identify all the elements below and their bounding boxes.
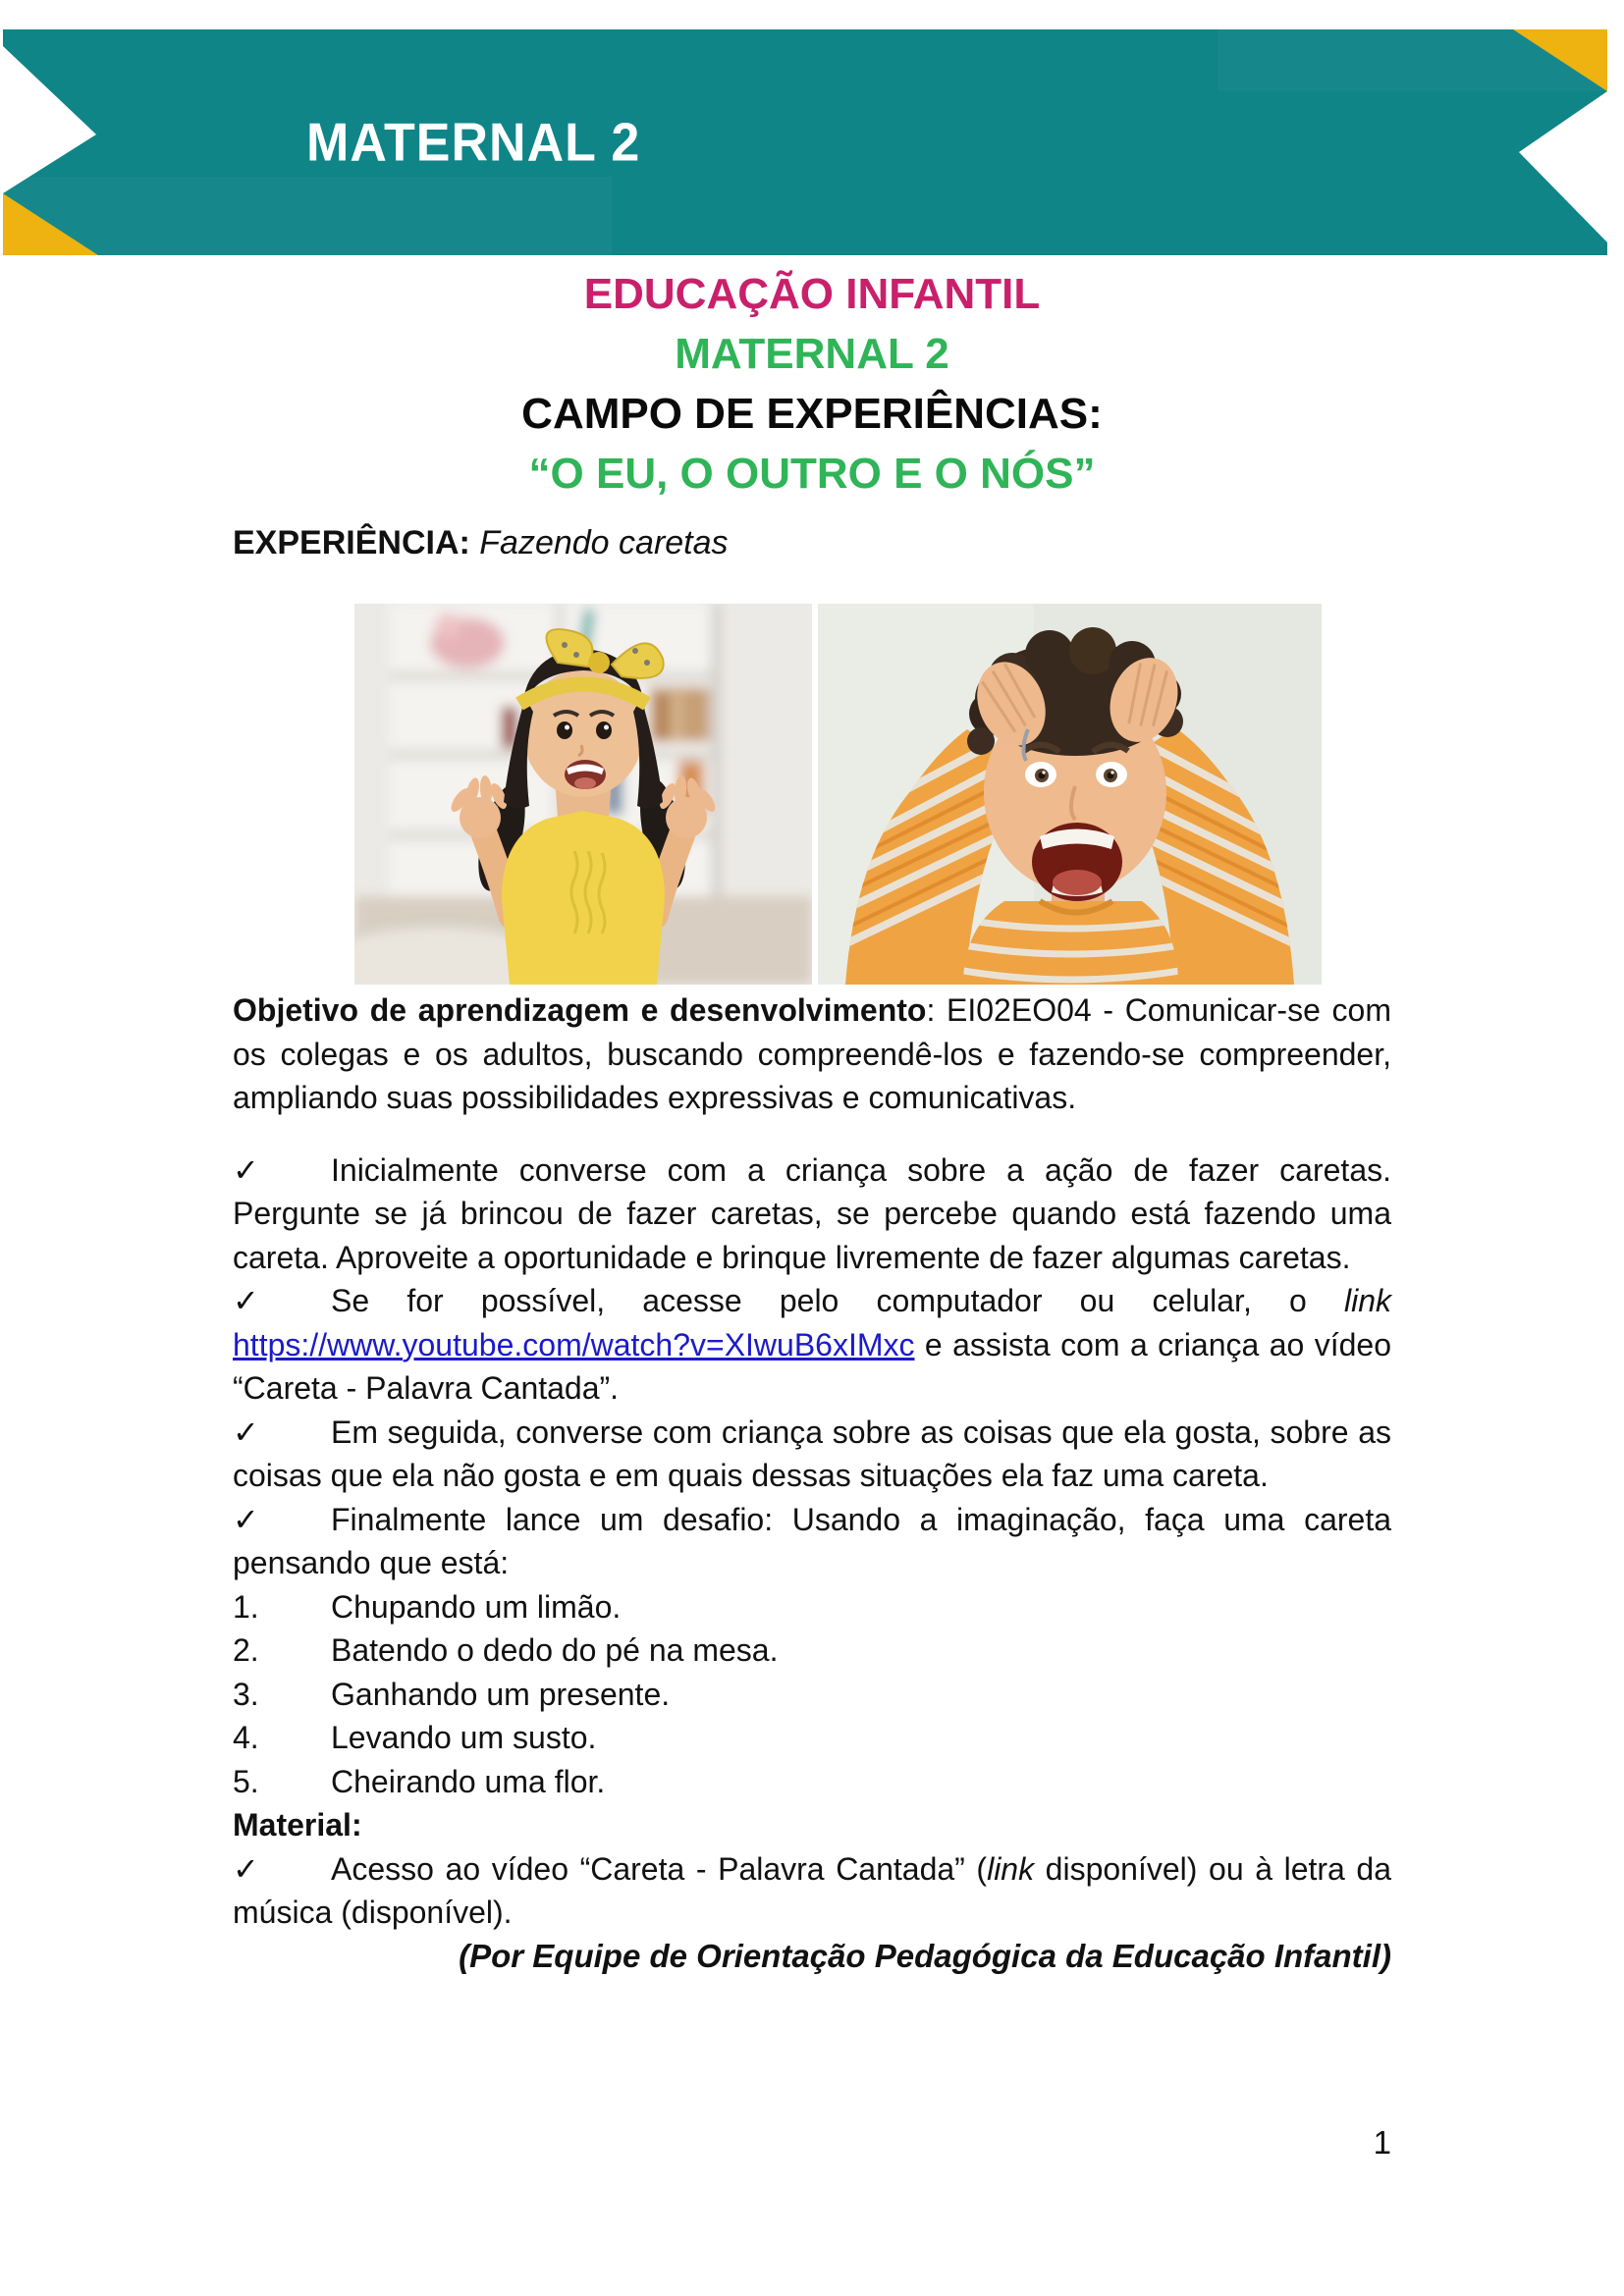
experience-label: EXPERIÊNCIA: — [233, 524, 470, 561]
photo-row — [354, 604, 1322, 985]
numbered-item-3 — [233, 1673, 1391, 1717]
numbered-text: Ganhando um presente. — [331, 1676, 671, 1712]
text-segment: : EI02EO04 - Comunicar-se com os colegas e os adultos, buscando compreendê-los e fazendo-se compreender, ampliando suas possibilidades expressivas e comunicativas. — [233, 992, 1391, 1115]
list-number: 4. — [233, 1720, 259, 1755]
text-segment: Objetivo de aprendizagem e desenvolvimento — [233, 992, 927, 1028]
text-segment: disponível) ou à letra da música (disponível). — [233, 1850, 1392, 1930]
photo-boy-screaming — [818, 604, 1322, 985]
numbered-list — [233, 1585, 1391, 1804]
numbered-text: Batendo o dedo do pé na mesa. — [331, 1632, 779, 1668]
experience-line — [233, 521, 1391, 564]
title-block — [0, 264, 1624, 504]
title-campo-experiencias: CAMPO DE EXPERIÊNCIAS: — [521, 390, 1103, 438]
bullet-item-1 — [233, 1148, 1391, 1280]
list-number: 1. — [233, 1588, 259, 1625]
ribbon-shape — [0, 29, 1624, 255]
numbered-item-4 — [233, 1716, 1391, 1760]
objective-paragraph — [233, 988, 1391, 1120]
page-number: 1 — [1373, 2124, 1391, 2161]
text-segment: link — [1343, 1283, 1391, 1318]
ribbon-sheen-2 — [3, 177, 612, 255]
text-segment: link — [987, 1850, 1035, 1887]
experience-value: Fazendo caretas — [479, 524, 729, 561]
text-segment: Finalmente lance um desafio: Usando a imaginação, faça uma careta pensando que está: — [233, 1501, 1391, 1580]
attribution-line: (Por Equipe de Orientação Pedagógica da Educação Infantil) — [459, 1937, 1391, 1974]
header-ribbon — [0, 29, 1624, 255]
title-maternal-2: MATERNAL 2 — [675, 330, 949, 378]
check-icon: ✓ — [233, 1414, 259, 1450]
numbered-text: Levando um susto. — [331, 1720, 597, 1755]
body-text — [233, 988, 1391, 1978]
check-icon: ✓ — [233, 1151, 259, 1188]
bullet-list — [233, 1148, 1391, 1585]
text-segment: Se for possível, acesse pelo computador ou celular, o — [331, 1283, 1344, 1318]
list-number: 5. — [233, 1763, 259, 1799]
banner-title: MATERNAL 2 — [306, 112, 641, 174]
check-icon: ✓ — [233, 1501, 259, 1537]
material-heading: Material: — [233, 1807, 362, 1842]
list-number: 2. — [233, 1632, 259, 1668]
numbered-item-5 — [233, 1760, 1391, 1804]
bullet-item-2 — [233, 1279, 1391, 1411]
numbered-text: Cheirando uma flor. — [331, 1763, 606, 1799]
text-segment: Acesso ao vídeo “Careta - Palavra Cantada” ( — [331, 1850, 988, 1887]
check-icon: ✓ — [233, 1283, 259, 1318]
material-bullet — [233, 1847, 1391, 1935]
title-educacao-infantil: EDUCAÇÃO INFANTIL — [583, 270, 1041, 318]
bullet-item-3 — [233, 1411, 1391, 1498]
numbered-item-2 — [233, 1629, 1391, 1673]
text-segment: Em seguida, converse com criança sobre as coisas que ela gosta, sobre as coisas que ela não gosta e em quais dessas situações ela faz uma careta. — [233, 1414, 1391, 1493]
text-segment: Inicialmente converse com a criança sobre a ação de fazer caretas. Pergunte se já brincou de fazer caretas, se percebe quando está fazendo uma careta. Aproveite a oportunidade e brinque livremente de fazer algumas caretas. — [233, 1151, 1391, 1275]
youtube-hyperlink[interactable]: https://www.youtube.com/watch?v=XIwuB6xIMxc — [233, 1326, 915, 1362]
title-o-eu-o-outro: “O EU, O OUTRO E O NÓS” — [528, 450, 1096, 498]
check-icon: ✓ — [233, 1850, 259, 1887]
boy-torso — [963, 901, 1179, 985]
numbered-text: Chupando um limão. — [331, 1588, 622, 1625]
list-number: 3. — [233, 1676, 259, 1712]
bullet-item-4 — [233, 1498, 1391, 1585]
photo-girl-making-face — [354, 604, 812, 985]
text-segment: e assista com a criança ao vídeo “Careta - Palavra Cantada”. — [233, 1326, 1391, 1406]
numbered-item-1 — [233, 1585, 1391, 1629]
